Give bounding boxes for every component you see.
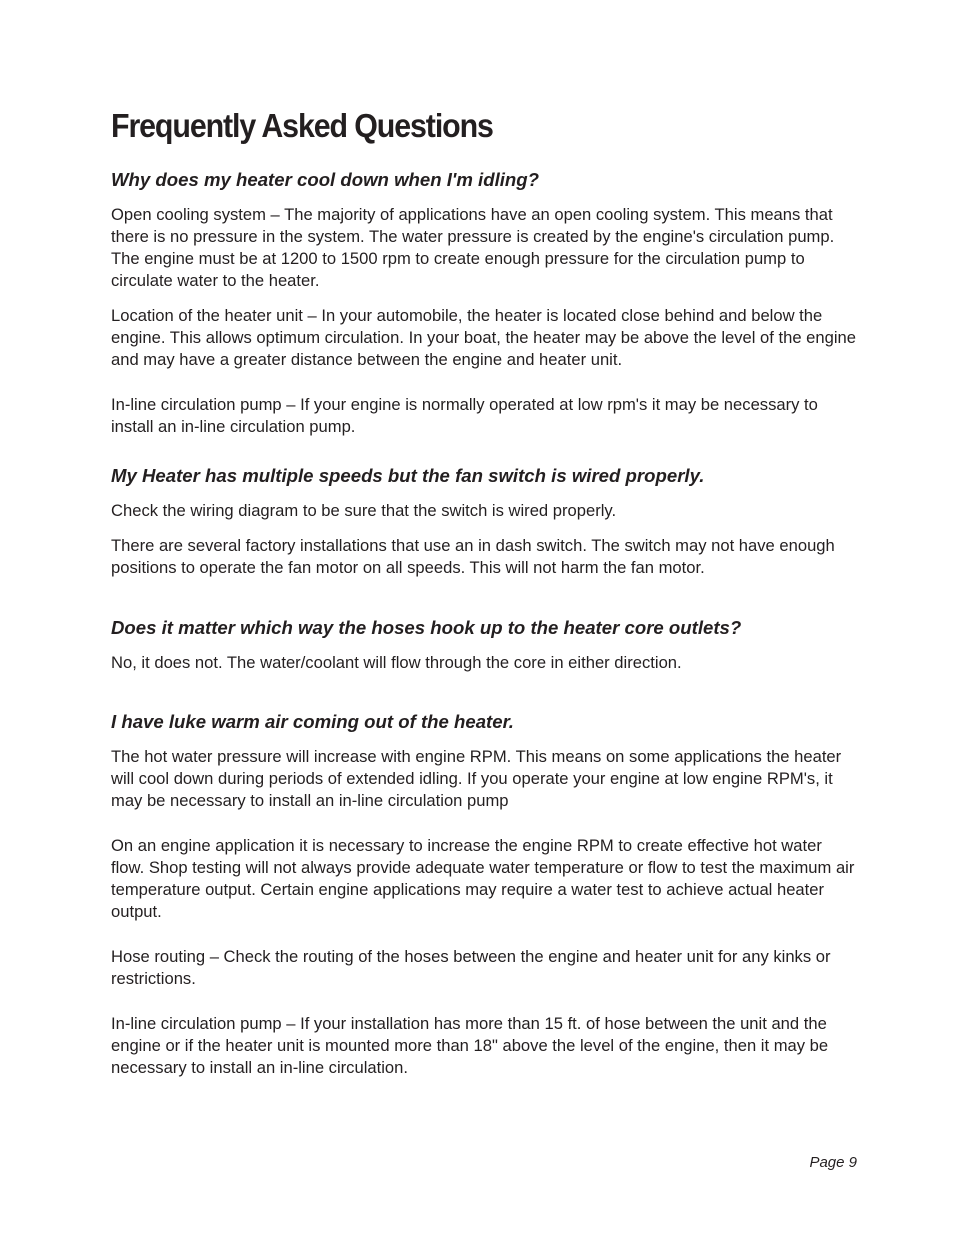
faq-section-fan-speeds bbox=[111, 464, 859, 579]
faq-section-hose-direction bbox=[111, 616, 859, 674]
paragraph-spacer bbox=[111, 1003, 859, 1013]
faq-answer-paragraph: On an engine application it is necessary to increase the engine RPM to create effective hot water flow. Shop testing will not always provide adequate water temperature or flow to test the maximum air temperature output. Certain engine applications may require a water test to achieve actual heater output. bbox=[111, 836, 855, 921]
faq-section-idling bbox=[111, 168, 859, 438]
faq-answer-paragraph: Open cooling system – The majority of applications have an open cooling system. This means that there is no pressure in the system. The water pressure is created by the engine's circulation pump. The engine must be at 1200 to 1500 rpm to create enough pressure for the circulation pump to circulate water to the heater. bbox=[111, 205, 835, 290]
faq-answer-paragraph: Location of the heater unit – In your automobile, the heater is located close behind and below the engine. This allows optimum circulation. In your boat, the heater may be above the level of the engine and may have a greater distance between the engine and heater unit. bbox=[111, 306, 857, 369]
faq-question: Does it matter which way the hoses hook up to the heater core outlets? bbox=[111, 617, 742, 638]
page-title: Frequently Asked Questions bbox=[111, 107, 493, 144]
paragraph-spacer bbox=[111, 825, 859, 835]
faq-section-luke-warm-air bbox=[111, 710, 859, 1079]
paragraph-spacer bbox=[111, 936, 859, 946]
faq-answer-paragraph: Check the wiring diagram to be sure that the switch is wired properly. bbox=[111, 501, 617, 520]
faq-answer-paragraph: In-line circulation pump – If your installation has more than 15 ft. of hose between the unit and the engine or if the heater unit is mounted more than 18" above the level of the engine, then it may be necessary to install an in-line circulation. bbox=[111, 1014, 829, 1077]
page-number: Page 9 bbox=[809, 1154, 857, 1171]
faq-question: I have luke warm air coming out of the heater. bbox=[111, 711, 514, 732]
faq-question: My Heater has multiple speeds but the fan switch is wired properly. bbox=[111, 465, 705, 486]
faq-answer-paragraph: No, it does not. The water/coolant will flow through the core in either direction. bbox=[111, 653, 682, 672]
faq-question: Why does my heater cool down when I'm idling? bbox=[111, 169, 539, 190]
faq-page bbox=[111, 104, 859, 1092]
paragraph-spacer bbox=[111, 384, 859, 394]
faq-answer-paragraph: There are several factory installations that use an in dash switch. The switch may not have enough positions to operate the fan motor on all speeds. This will not harm the fan motor. bbox=[111, 536, 835, 577]
faq-answer-paragraph: In-line circulation pump – If your engine is normally operated at low rpm's it may be necessary to install an in-line circulation pump. bbox=[111, 395, 818, 436]
faq-answer-paragraph: Hose routing – Check the routing of the hoses between the engine and heater unit for any kinks or restrictions. bbox=[111, 947, 831, 988]
faq-answer-paragraph: The hot water pressure will increase with engine RPM. This means on some applications the heater will cool down during periods of extended idling. If you operate your engine at low engine RPM's, it may be necessary to install an in-line circulation pump bbox=[111, 747, 842, 810]
